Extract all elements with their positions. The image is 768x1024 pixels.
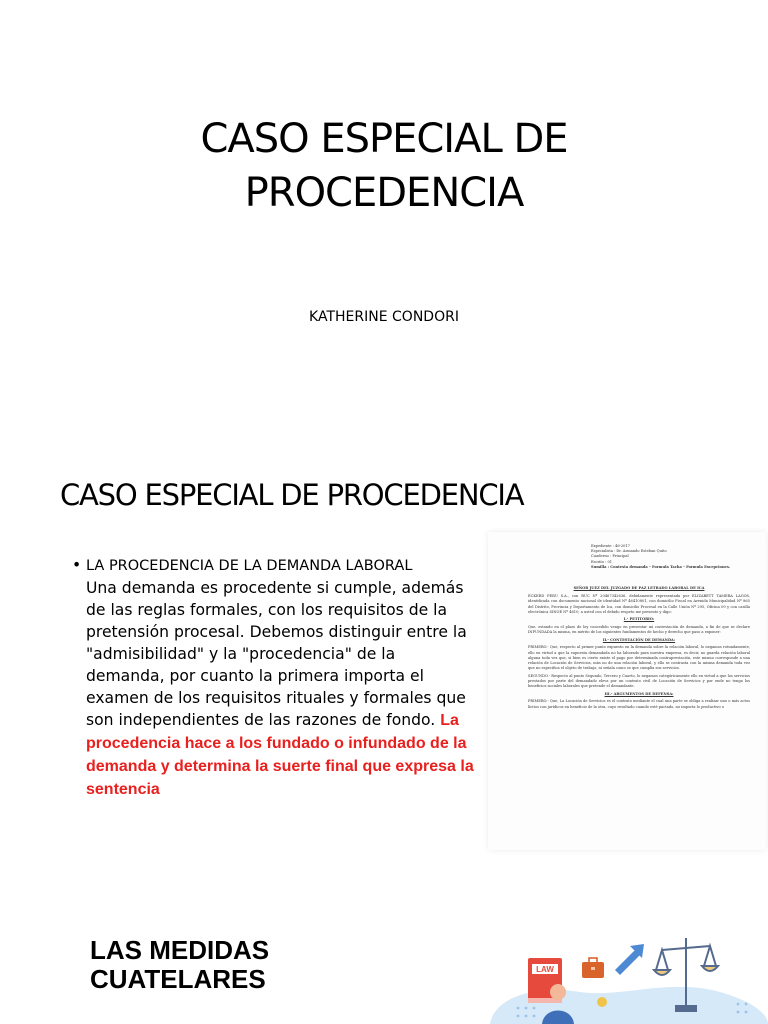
law-sign-text: LAW — [536, 965, 554, 974]
doc-meta-line: Especialista : Dr. Armando Esteban Quito — [591, 549, 667, 554]
slide1-title-line2: PROCEDENCIA — [244, 170, 524, 216]
doc-meta-line: Cuaderno : Principal — [591, 554, 629, 559]
briefcase-icon — [582, 958, 604, 978]
coin-icon — [597, 997, 607, 1007]
document-body — [528, 586, 750, 712]
doc-paragraph: Que, estando en el plazo de ley concedido vengo en presentar mi contestación de demanda, a fin de que se declare INFUNDADA la misma, en mérito de los siguientes fundamentos de hecho y derecho que paso a exponer: — [528, 625, 750, 635]
doc-section-title: II.- CONTESTACIÓN DE DEMANDA: — [602, 637, 676, 642]
slide3-title-line2: CUATELARES — [90, 964, 266, 994]
slide3-title-line1: LAS MEDIDAS — [90, 935, 270, 965]
slide1-title — [0, 112, 768, 220]
doc-section-title: I.- PETITORIO: — [623, 617, 655, 622]
doc-heading: SEÑOR JUEZ DEL JUZGADO DE PAZ LETRADO LABORAL DE ICA — [573, 586, 705, 590]
slide2-title: CASO ESPECIAL DE PROCEDENCIA — [60, 478, 524, 512]
doc-paragraph: PRIMERO.- Que, La Locación de Servicios es el contrato mediante el cual una parte se obliga a realizar uno o más actos lícitos con jurídicos en beneficio de la otra, cuyo resultado cuando esté pactado, no importa lo productivo o — [528, 699, 750, 709]
law-illustration — [470, 900, 768, 1024]
bullet-item — [72, 554, 476, 577]
doc-paragraph: ECKERD PERU S.A., con RUC Nº 20467342636, debidamente representada por ELIZABETT TAMERA LAGOS, identificada con documento nacional de identidad Nº 46410801, con domicilio Fiscal en Avenida Municipalidad Nº 865 del Distrito, Provincia y Departamento de Ica, con domicilio Procesal en la Calle Unión Nº 295, Oficina 09 y con casilla electrónica SINOE Nº 4610; a usted con el debido respeto me presento y digo: — [528, 594, 750, 614]
bullet-heading: LA PROCEDENCIA DE LA DEMANDA LABORAL — [86, 558, 413, 574]
doc-paragraph: PRIMERO.- Que, respecto al primer punto expuesto en la demanda sobre la relación laboral, lo negamos rotundamente, ello en virtud a que la supuesta demandada no ha laborado para nuestra empresa, es decir, no guarda relación laboral alguna toda vez que, si bien es cierto existe el pago por determinada contraprestación, este mismo corresponde a una relación de Locación de Servicios, más no de una relación laboral, y ello se contrasta con la misma demanda toda vez que no especifica el objeto de trabajo, ni señala como se que cumplía sus servicios. — [528, 645, 750, 671]
doc-paragraph: SEGUNDO.- Respecto al punto Segundo, Tercero y Cuarto, lo negamos categóricamente ello en virtud a que los servicios prestados por parte del demandado eleva por un contrato civil de Locación de Servicios y por ende no tenga los beneficios sociales laborales que pretende el demandante. — [528, 673, 750, 689]
legal-document-image — [488, 532, 766, 850]
slide3-title — [90, 936, 269, 994]
doc-meta-line: Sumilla : Contesta demanda – Formula Tacha – Formula Excepciones. — [591, 564, 731, 569]
doc-meta-line: Escrito : 01 — [591, 559, 613, 564]
slide2-body — [72, 554, 476, 801]
doc-section-title: III.- ARGUMENTOS DE DEFENSA: — [604, 691, 674, 696]
arrow-up-icon — [615, 944, 644, 975]
slide1-author: KATHERINE CONDORI — [309, 309, 459, 325]
bullet-dot-icon: • — [72, 556, 82, 574]
paragraph-red: La procedencia hace a los fundado o infundado de la demanda y determina la suerte final que expresa la sentencia — [86, 712, 474, 798]
slide1-title-line1: CASO ESPECIAL DE — [200, 116, 568, 162]
doc-meta-line: Expediente : 46-2017 — [591, 544, 630, 548]
document-meta — [591, 544, 751, 570]
paragraph-black: Una demanda es procedente si cumple, además de las reglas formales, con los requisitos de la pretensión procesal. Debemos distinguir entre la "admisibilidad" y la "procedencia" de la demanda, por cuanto la primera importa el examen de los requisitos rituales y formales que son independientes de las razones de fondo. — [86, 579, 467, 729]
